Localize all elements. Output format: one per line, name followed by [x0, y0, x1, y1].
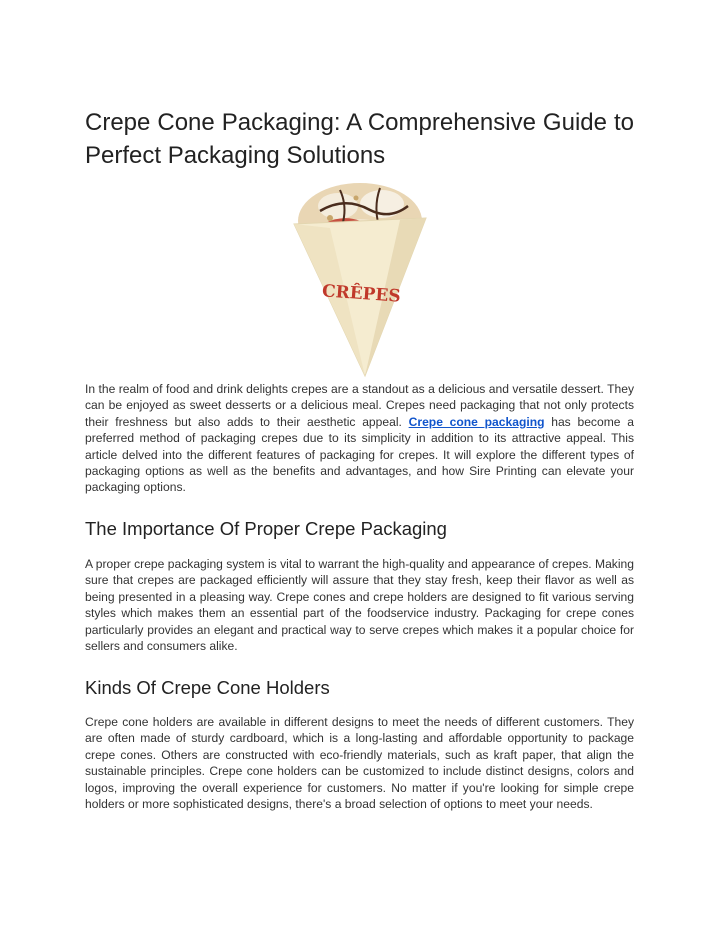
intro-paragraph: In the realm of food and drink delights crepes are a standout as a delicious and versatile dessert. They can be enjoyed as sweet desserts or a delicious meal. Crepes need packaging that not only protects their freshness but also adds to their aesthetic appeal. Crepe cone packaging has become a preferred method of packaging crepes due to its simplicity in addition to its attractive appeal. This article delved into the different features of packaging for crepes. It will explore the different types of packaging options as well as the benefits and advantages, and how Sire Printing can elevate your packaging options. — [85, 382, 634, 495]
page-title: Crepe Cone Packaging: A Comprehensive Guide to Perfect Packaging Solutions — [85, 109, 634, 169]
crepes-logo-text: CRÊPES — [321, 281, 402, 307]
section-paragraph-importance: A proper crepe packaging system is vital to warrant the high-quality and appearance of crepes. Making sure that crepes are packaged efficiently will assure that they stay fresh, keep their flavor as well as being presented in a pleasing way. Crepe cones and crepe holders are designed to fit various serving styles which makes them an essential part of the foodservice industry. Packaging for crepe cones particularly provides an elegant and practical way to serve crepes which makes it a popular choice for sellers and consumers alike. — [85, 557, 634, 654]
crepe-cone-packaging-link[interactable]: Crepe cone packaging — [408, 414, 545, 429]
section-paragraph-kinds: Crepe cone holders are available in different designs to meet the needs of different customers. They are often made of sturdy cardboard, which is a long-lasting and affordable opportunity to package crepe cones. Others are constructed with eco-friendly materials, such as kraft paper, that align the sustainable principles. Crepe cone holders can be customized to include distinct designs, colors and logos, improving the overall experience for customers. No matter if you're looking for simple crepe holders or more sophisticated designs, there's a broad selection of options to meet your needs. — [85, 715, 634, 812]
crepe-cone-illustration — [290, 176, 430, 381]
section-heading-kinds: Kinds Of Crepe Cone Holders — [85, 677, 330, 698]
crepe-cone-image — [290, 176, 430, 381]
section-heading-importance: The Importance Of Proper Crepe Packaging — [85, 518, 447, 539]
